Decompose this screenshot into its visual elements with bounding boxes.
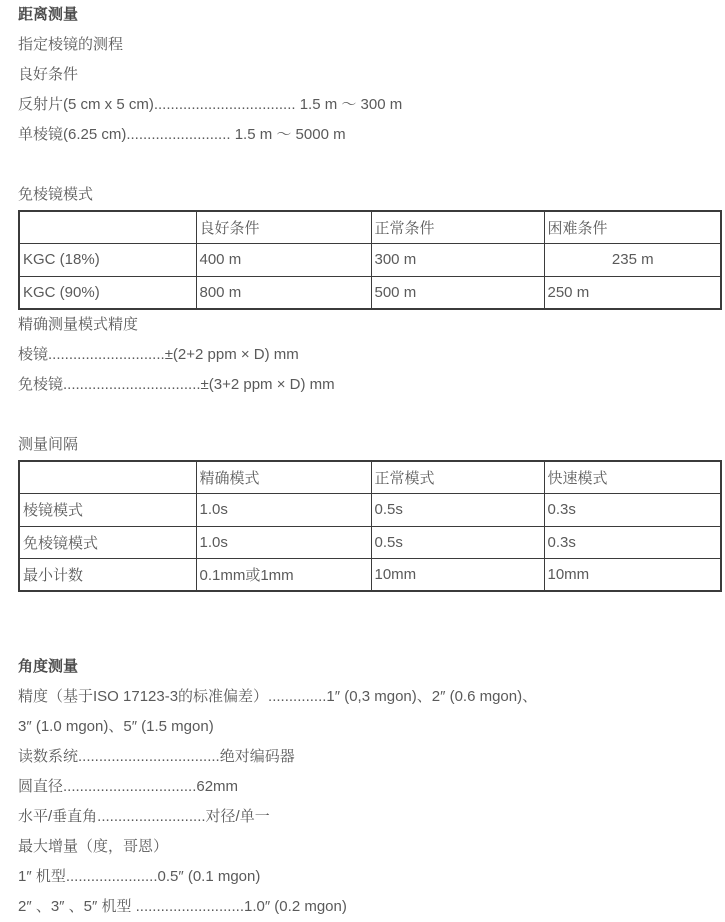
angle-accuracy-line-2: 3″ (1.0 mgon)、5″ (1.5 mgon) — [18, 718, 214, 735]
row-label-cell: 最小计数 — [19, 559, 196, 592]
table-row — [19, 526, 721, 559]
table-cell: 235 m — [544, 244, 721, 277]
table-header-cell — [19, 461, 196, 494]
reflectorless-range-table — [18, 210, 722, 310]
table-cell: 300 m — [371, 244, 544, 277]
table-cell: 0.5s — [371, 526, 544, 559]
measurement-interval-table — [18, 460, 722, 592]
table-cell: 10mm — [544, 559, 721, 592]
max-increment-label: 最大增量（度，哥恩） — [18, 838, 169, 855]
table-header-cell: 正常条件 — [371, 211, 544, 244]
table-row — [19, 244, 721, 277]
row-label-cell: KGC (18%) — [19, 244, 196, 277]
table-header-cell: 正常模式 — [371, 461, 544, 494]
circle-diameter-line: 圆直径................................62mm — [18, 778, 239, 795]
row-label-cell: 棱镜模式 — [19, 494, 196, 527]
angle-measurement-heading: 角度测量 — [18, 658, 79, 675]
model-1s-increment-line: 1″ 机型......................0.5″ (0.1 mgon) — [18, 868, 261, 885]
horizontal-vertical-angle-line: 水平/垂直角..........................对径/单一 — [18, 808, 270, 825]
table-header-row — [19, 211, 721, 244]
spacer — [18, 150, 720, 180]
table-cell: 0.1mm或1mm — [196, 559, 371, 592]
table-cell: 400 m — [196, 244, 371, 277]
good-conditions-label: 良好条件 — [18, 66, 79, 83]
table-cell: 1.0s — [196, 526, 371, 559]
table-cell: 250 m — [544, 276, 721, 309]
reflectorless-accuracy-line: 免棱镜.................................±(3+2 ppm × D) mm — [18, 376, 335, 393]
table-cell: 800 m — [196, 276, 371, 309]
table-header-cell: 精确模式 — [196, 461, 371, 494]
table-row — [19, 276, 721, 309]
table-cell: 500 m — [371, 276, 544, 309]
table-header-cell: 良好条件 — [196, 211, 371, 244]
distance-measurement-heading: 距离测量 — [18, 6, 79, 23]
angle-accuracy-line-1: 精度（基于ISO 17123-3的标准偏差）..............1″ (0,3 mgon)、2″ (0.6 mgon)、 — [18, 688, 538, 705]
reading-system-line: 读数系统..................................绝对编码器 — [18, 748, 295, 765]
table-row — [19, 494, 721, 527]
table-cell: 1.0s — [196, 494, 371, 527]
row-label-cell: KGC (90%) — [19, 276, 196, 309]
precise-mode-accuracy-heading: 精确测量模式精度 — [18, 316, 139, 333]
table-cell: 10mm — [371, 559, 544, 592]
table-header-row — [19, 461, 721, 494]
spacer — [18, 592, 720, 622]
table-cell: 0.3s — [544, 494, 721, 527]
row-label-cell: 免棱镜模式 — [19, 526, 196, 559]
table-cell: 0.5s — [371, 494, 544, 527]
table-header-cell — [19, 211, 196, 244]
reflective-sheet-spec-line: 反射片(5 cm x 5 cm).................................. 1.5 m ～ 300 m — [18, 96, 403, 113]
spacer — [18, 400, 720, 430]
measurement-interval-heading: 测量间隔 — [18, 436, 79, 453]
single-prism-spec-line: 单棱镜(6.25 cm)......................... 1.5 m ～ 5000 m — [18, 126, 346, 143]
table-cell: 0.3s — [544, 526, 721, 559]
table-header-cell: 快速模式 — [544, 461, 721, 494]
table-header-cell: 困难条件 — [544, 211, 721, 244]
model-2s-3s-5s-increment-line: 2″ 、3″ 、5″ 机型 ..........................1.0″ (0.2 mgon) — [18, 898, 347, 915]
spacer — [18, 622, 720, 652]
specified-prism-range-label: 指定棱镜的测程 — [18, 36, 124, 53]
reflectorless-mode-heading: 免棱镜模式 — [18, 186, 94, 203]
table-row — [19, 559, 721, 592]
prism-accuracy-line: 棱镜............................±(2+2 ppm × D) mm — [18, 346, 299, 363]
